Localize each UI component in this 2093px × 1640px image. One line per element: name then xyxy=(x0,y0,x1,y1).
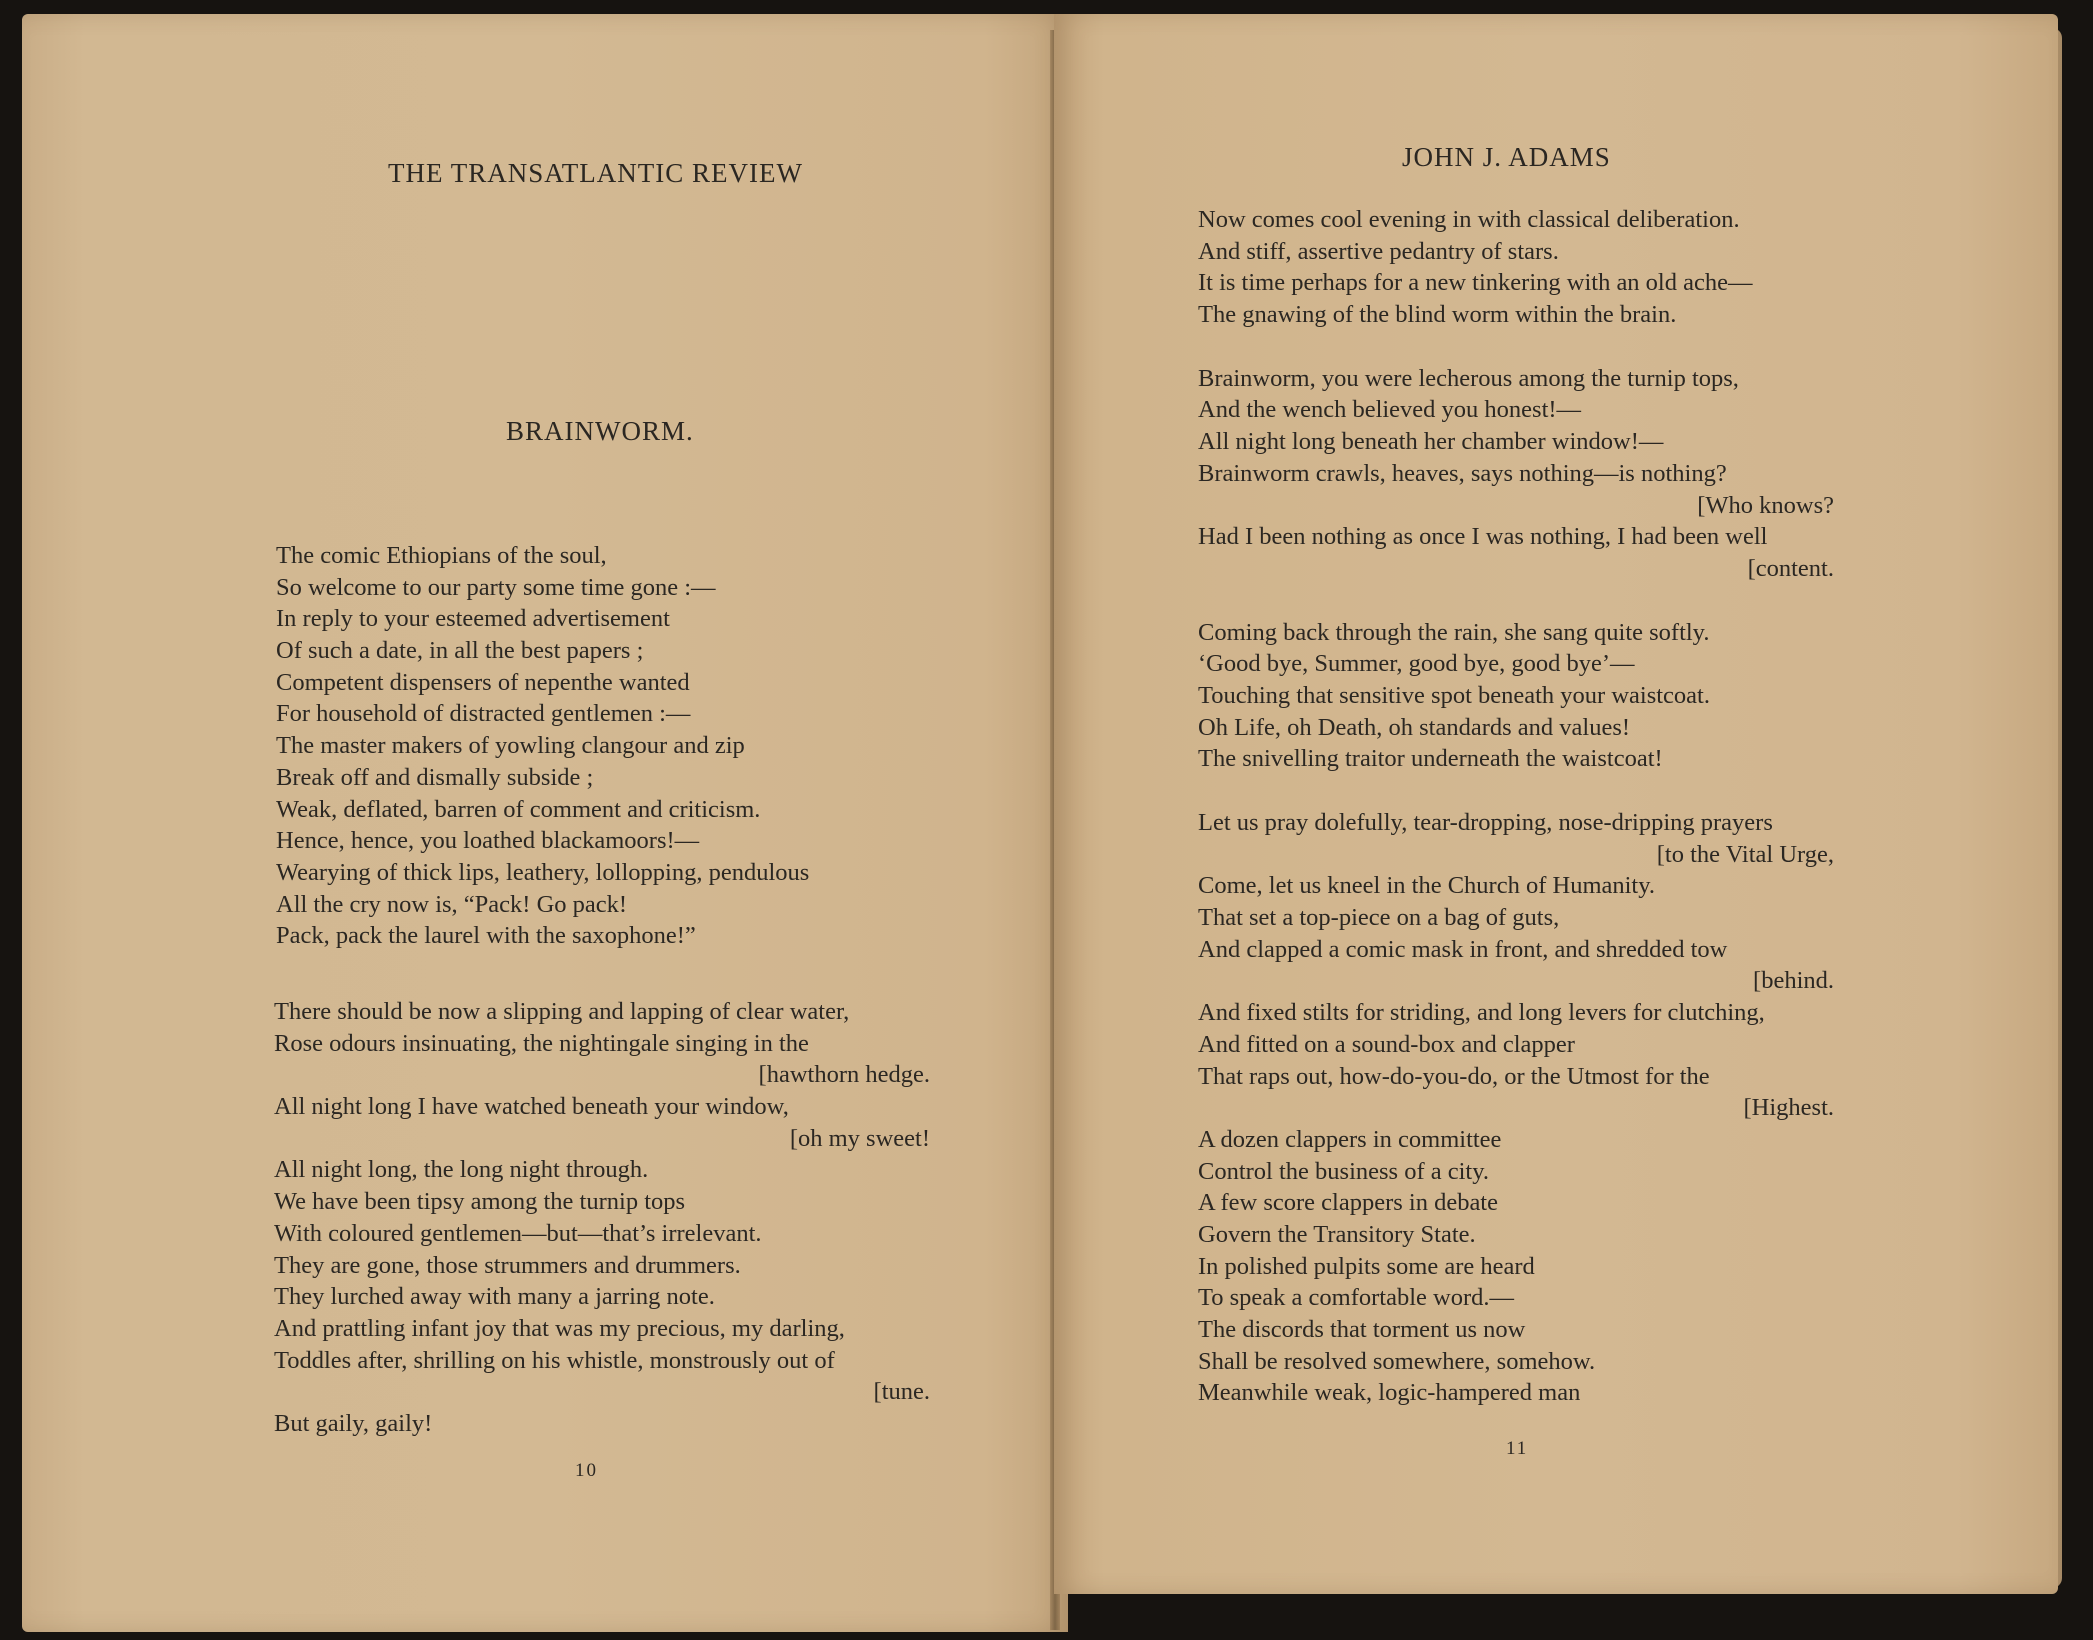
verse-line: For household of distracted gentlemen :— xyxy=(276,700,691,728)
folio-left: 10 xyxy=(575,1460,598,1481)
verse-continuation: [to the Vital Urge, xyxy=(1656,840,1834,868)
verse-line: The discords that torment us now xyxy=(1198,1316,1526,1343)
verse-line: ‘Good bye, Summer, good bye, good bye’— xyxy=(1198,650,1635,678)
verse-line: All night long I have watched beneath your window, xyxy=(274,1093,789,1121)
verse-continuation: [tune. xyxy=(873,1378,930,1406)
verse-line: The snivelling traitor underneath the waistcoat! xyxy=(1198,745,1663,773)
verse-line: Govern the Transitory State. xyxy=(1198,1220,1476,1248)
verse-line: Pack, pack the laurel with the saxophone!” xyxy=(276,922,696,950)
verse-line: Of such a date, in all the best papers ; xyxy=(276,637,644,665)
verse-line: And prattling infant joy that was my precious, my darling, xyxy=(274,1314,845,1342)
verse-line: Wearying of thick lips, leathery, lollopping, pendulous xyxy=(276,858,810,886)
verse-line: With coloured gentlemen—but—that’s irrelevant. xyxy=(274,1219,762,1247)
poem-title: BRAINWORM. xyxy=(506,416,694,446)
verse-line: The master makers of yowling clangour and zip xyxy=(276,732,745,760)
verse-continuation: [oh my sweet! xyxy=(789,1124,930,1152)
verse-line: All night long, the long night through. xyxy=(274,1156,649,1184)
verse-line: Break off and dismally subside ; xyxy=(276,763,594,791)
verse-line: The gnawing of the blind worm within the brain. xyxy=(1198,301,1677,329)
running-head-left: THE TRANSATLANTIC REVIEW xyxy=(388,158,803,188)
left-page xyxy=(22,14,1068,1632)
verse-line: In polished pulpits some are heard xyxy=(1198,1252,1535,1280)
verse-continuation: [Who knows? xyxy=(1697,491,1834,519)
verse-line: Brainworm crawls, heaves, says nothing—is nothing? xyxy=(1198,459,1727,487)
verse-line: Rose odours insinuating, the nightingale singing in the xyxy=(274,1029,809,1057)
verse-line: The comic Ethiopians of the soul, xyxy=(276,542,607,569)
verse-line: Let us pray dolefully, tear-dropping, nose-dripping prayers xyxy=(1198,809,1773,836)
verse-line: They are gone, those strummers and drummers. xyxy=(274,1251,741,1279)
stanza-left-2 xyxy=(274,996,930,1440)
verse-line: It is time perhaps for a new tinkering with an old ache— xyxy=(1198,269,1753,297)
verse-line: And fitted on a sound-box and clapper xyxy=(1198,1030,1575,1058)
verse-line: Brainworm, you were lecherous among the turnip tops, xyxy=(1198,364,1739,392)
verse-line: Had I been nothing as once I was nothing, I had been well xyxy=(1198,523,1768,551)
running-head-right: JOHN J. ADAMS xyxy=(1402,142,1611,172)
verse-line: There should be now a slipping and lapping of clear water, xyxy=(274,998,850,1025)
verse-line: But gaily, gaily! xyxy=(274,1409,433,1437)
right-page-body xyxy=(1198,204,1834,1409)
verse-line: Shall be resolved somewhere, somehow. xyxy=(1198,1347,1596,1375)
verse-line: Touching that sensitive spot beneath your waistcoat. xyxy=(1198,681,1710,709)
verse-line: Come, let us kneel in the Church of Humanity. xyxy=(1198,872,1656,900)
verse-line: So welcome to our party some time gone :— xyxy=(276,573,716,601)
verse-line: Weak, deflated, barren of comment and criticism. xyxy=(276,795,761,823)
verse-line: Control the business of a city. xyxy=(1198,1157,1490,1185)
verse-line: Hence, hence, you loathed blackamoors!— xyxy=(276,827,700,855)
verse-continuation: [hawthorn hedge. xyxy=(758,1061,930,1089)
verse-line: And fixed stilts for striding, and long levers for clutching, xyxy=(1198,999,1765,1027)
stanza-left-1 xyxy=(276,540,809,952)
verse-line: Now comes cool evening in with classical deliberation. xyxy=(1198,206,1740,233)
verse-line: A few score clappers in debate xyxy=(1198,1189,1498,1217)
verse-line: Toddles after, shrilling on his whistle, monstrously out of xyxy=(274,1346,835,1374)
verse-line: Competent dispensers of nepenthe wanted xyxy=(276,668,690,696)
stanza-break xyxy=(1198,585,1834,617)
verse-line: That raps out, how-do-you-do, or the Utmost for the xyxy=(1198,1062,1710,1090)
stanza-break xyxy=(1198,775,1834,807)
verse-line: And stiff, assertive pedantry of stars. xyxy=(1198,237,1559,265)
verse-continuation: [content. xyxy=(1747,554,1834,582)
verse-line: That set a top-piece on a bag of guts, xyxy=(1198,904,1560,932)
stanza-break xyxy=(1198,331,1834,363)
verse-line: All night long beneath her chamber window!— xyxy=(1198,428,1664,456)
verse-line: We have been tipsy among the turnip tops xyxy=(274,1188,686,1216)
verse-line: All the cry now is, “Pack! Go pack! xyxy=(276,890,628,918)
right-page xyxy=(1054,14,2058,1594)
verse-line: And the wench believed you honest!— xyxy=(1198,396,1582,424)
verse-line: In reply to your esteemed advertisement xyxy=(276,605,670,633)
verse-continuation: [Highest. xyxy=(1743,1094,1834,1122)
verse-line: A dozen clappers in committee xyxy=(1198,1125,1502,1153)
verse-line: Coming back through the rain, she sang quite softly. xyxy=(1198,618,1710,646)
verse-line: And clapped a comic mask in front, and shredded tow xyxy=(1198,935,1728,963)
verse-continuation: [behind. xyxy=(1753,967,1834,995)
verse-line: Meanwhile weak, logic-hampered man xyxy=(1198,1379,1581,1407)
verse-line: To speak a comfortable word.— xyxy=(1198,1284,1514,1312)
folio-right: 11 xyxy=(1506,1438,1529,1459)
verse-line: Oh Life, oh Death, oh standards and values! xyxy=(1198,713,1631,741)
verse-line: They lurched away with many a jarring note. xyxy=(274,1283,715,1311)
